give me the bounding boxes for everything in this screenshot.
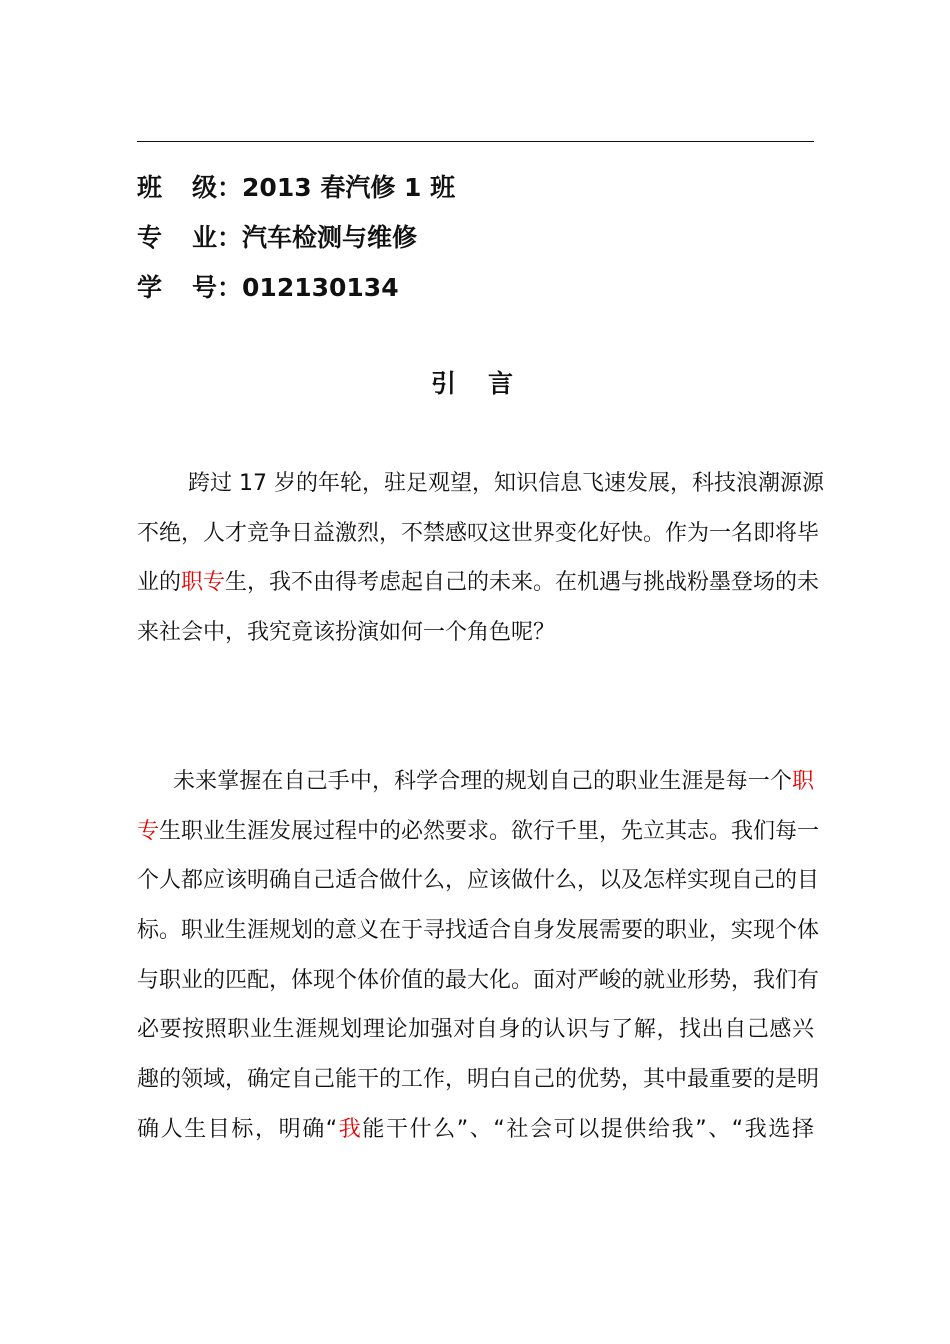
- id-label-second: 号：: [192, 273, 243, 302]
- p1-l3-text-b: 生，我不由得考虑起自己的未来。在机遇与挑战粉墨登场的未: [225, 570, 820, 596]
- p1-l3-highlight: 职专: [181, 570, 226, 596]
- paragraph-1-line-3: [137, 558, 820, 608]
- title-char-first: 引: [430, 369, 462, 398]
- major-label-first: 专: [137, 223, 163, 252]
- class-label-first: 班: [137, 173, 163, 202]
- paragraph-1-line-4: 来社会中，我究竟该扮演如何一个角色呢？: [137, 620, 556, 646]
- section-title: [0, 366, 950, 402]
- intro-paragraph-1: [137, 459, 824, 658]
- p2-l8-highlight: 我: [337, 1116, 363, 1142]
- p2-l1-text-a: 未来掌握在自己手中，科学合理的规划自己的职业生涯是每一个: [173, 769, 792, 794]
- student-id-row: [137, 270, 399, 306]
- paragraph-2-line-4: 标。职业生涯规划的意义在于寻找适合自身发展需要的职业，实现个体: [137, 918, 820, 944]
- paragraph-2-line-6: 必要按照职业生涯规划理论加强对自身的认识与了解，找出自己感兴: [137, 1017, 814, 1043]
- class-value: 2013 春汽修 1 班: [242, 173, 456, 202]
- major-row: [137, 220, 417, 256]
- major-label-second: 业：: [192, 223, 243, 252]
- paragraph-2-line-2: [137, 807, 820, 857]
- id-value: 012130134: [242, 273, 399, 302]
- p1-l3-text-a: 业的: [137, 570, 182, 596]
- paragraph-2-line-8: [137, 1105, 814, 1155]
- intro-paragraph-2: [137, 757, 820, 1155]
- class-label-second: 级：: [192, 173, 243, 202]
- id-label-first: 学: [137, 273, 163, 302]
- class-row: [137, 170, 455, 206]
- header-divider: [137, 141, 814, 142]
- paragraph-2-line-1: [137, 757, 814, 807]
- p2-l2-highlight: 专: [137, 818, 160, 844]
- paragraph-2-line-5: 与职业的匹配，体现个体价值的最大化。面对严峻的就业形势，我们有: [137, 967, 820, 993]
- paragraph-2-line-7: 趣的领域，确定自己能干的工作，明白自己的优势，其中最重要的是明: [137, 1067, 820, 1093]
- p2-l1-highlight: 职: [791, 769, 814, 794]
- major-value: 汽车检测与维修: [242, 223, 418, 252]
- paragraph-1-line-1: 跨过 17 岁的年轮，驻足观望，知识信息飞速发展，科技浪潮源源: [188, 471, 824, 496]
- p2-l8-text-a: 确人生目标，明确“: [137, 1116, 338, 1142]
- paragraph-1-line-2: 不绝，人才竞争日益激烈，不禁感叹这世界变化好快。作为一名即将毕: [137, 520, 820, 546]
- p2-l2-text-b: 生职业生涯发展过程中的必然要求。欲行千里，先立其志。我们每一: [159, 818, 820, 844]
- paragraph-2-line-3: 个人都应该明确自己适合做什么，应该做什么，以及怎样实现自己的目: [137, 868, 820, 894]
- p2-l8-text-b: 能干什么”、“社会可以提供给我”、“我选择: [362, 1116, 814, 1142]
- title-char-second: 言: [488, 369, 520, 398]
